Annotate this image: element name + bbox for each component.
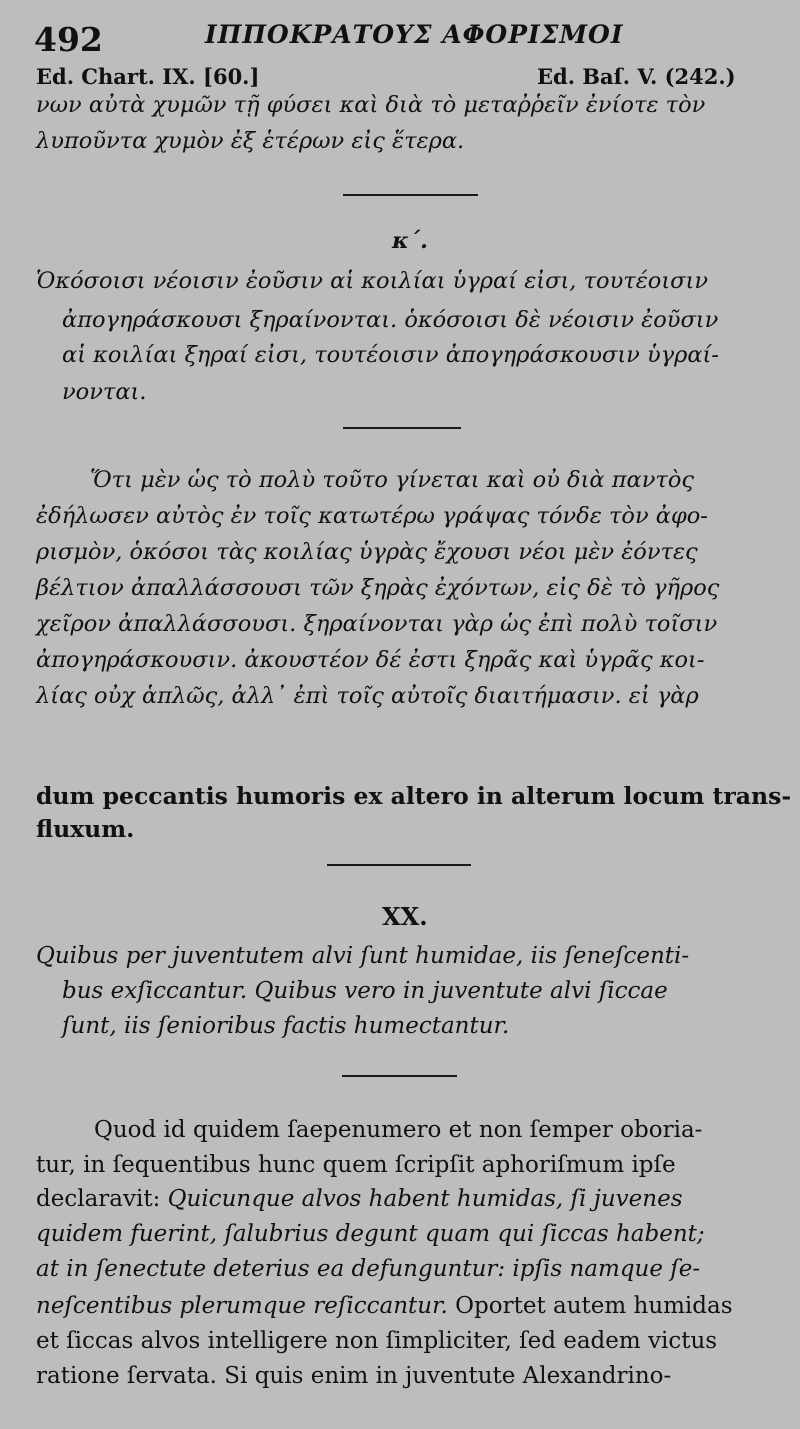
latin-commentary-line: et ſiccas alvos intelligere non ſimpliciter, ſed eadem victus bbox=[36, 1328, 718, 1354]
greek-commentary-line: βέλτιον ἀπαλλάσσουσι τῶν ξηρὰς ἐχόντων, εἰς δὲ τὸ γῆρος bbox=[36, 575, 720, 601]
greek-section-number: κ΄. bbox=[392, 228, 428, 254]
greek-intro-line: λυποῦντα χυμὸν ἐξ ἑτέρων εἰς ἕτερα. bbox=[36, 128, 465, 154]
latin-intro-line: dum peccantis humoris ex altero in alterum locum trans- bbox=[36, 782, 792, 810]
latin-intro-line: fluxum. bbox=[36, 815, 135, 843]
greek-commentary-line: ἀπογηράσκουσιν. ἀκουστέον δέ ἐστι ξηρᾶς καὶ ὑγρᾶς κοι- bbox=[36, 647, 705, 673]
greek-commentary-line: χεῖρον ἀπαλλάσσουσι. ξηραίνονται γὰρ ὡς ἐπὶ πολὺ τοῖσιν bbox=[36, 611, 718, 637]
running-title: ΙΠΠΟΚΡΑΤΟΥΣ ΑΦΟΡΙΣΜΟΙ bbox=[205, 20, 624, 49]
section-divider bbox=[327, 864, 471, 866]
greek-aphorism-line: αἱ κοιλίαι ξηραί εἰσι, τουτέοισιν ἀπογηράσκουσιν ὑγραί- bbox=[62, 342, 719, 368]
edition-reference-right: Ed. Baſ. V. (242.) bbox=[537, 64, 736, 89]
page-number: 492 bbox=[34, 20, 103, 59]
latin-commentary-line: quidem fuerint, ſalubrius degunt quam qui ſiccas habent; bbox=[36, 1221, 705, 1247]
latin-section-number: XX. bbox=[382, 902, 428, 931]
latin-commentary-line bbox=[36, 1293, 733, 1319]
greek-intro-line: νων αὐτὰ χυμῶν τῇ φύσει καὶ διὰ τὸ μεταῤῥεῖν ἐνίοτε τὸν bbox=[36, 92, 706, 118]
latin-commentary-line: tur, in ſequentibus hunc quem ſcripſit aphoriſmum ipſe bbox=[36, 1152, 676, 1178]
greek-aphorism-line: ἀπογηράσκουσι ξηραίνονται. ὁκόσοισι δὲ νέοισιν ἐοῦσιν bbox=[62, 307, 719, 333]
latin-commentary-line: ratione ſervata. Si quis enim in juventute Alexandrino- bbox=[36, 1363, 672, 1389]
greek-aphorism-line: Ὁκόσοισι νέοισιν ἐοῦσιν αἱ κοιλίαι ὑγραί εἰσι, τουτέοισιν bbox=[36, 268, 709, 294]
greek-commentary-line: ἐδήλωσεν αὐτὸς ἐν τοῖς κατωτέρω γράψας τόνδε τὸν ἀφο- bbox=[36, 503, 708, 529]
latin-commentary-line: at in ſenectute deterius ea defunguntur: ipſis namque ſe- bbox=[36, 1256, 701, 1282]
latin-aphorism-line: bus exſiccantur. Quibus vero in juventute alvi ſiccae bbox=[62, 978, 668, 1004]
greek-commentary-line: λίας οὐχ ἁπλῶς, ἀλλ᾽ ἐπὶ τοῖς αὐτοῖς διαιτήμασιν. εἰ γὰρ bbox=[36, 683, 699, 709]
greek-aphorism-line: νονται. bbox=[62, 379, 147, 405]
latin-commentary-roman: declaravit: bbox=[36, 1186, 168, 1212]
latin-commentary-roman: Oportet autem humidas bbox=[455, 1293, 733, 1319]
latin-commentary-italic: neſcentibus plerumque reſiccantur. bbox=[36, 1293, 456, 1319]
latin-aphorism-line: Quibus per juventutem alvi ſunt humidae, iis ſeneſcenti- bbox=[36, 943, 690, 969]
section-divider bbox=[342, 1075, 457, 1077]
greek-commentary-line: Ὅτι μὲν ὡς τὸ πολὺ τοῦτο γίνεται καὶ οὐ διὰ παντὸς bbox=[90, 467, 695, 493]
edition-reference-left: Ed. Chart. IX. [60.] bbox=[36, 64, 260, 89]
section-divider bbox=[343, 194, 478, 196]
latin-commentary-line: Quod id quidem ſaepenumero et non ſemper oboria- bbox=[94, 1117, 703, 1143]
greek-commentary-line: ρισμὸν, ὁκόσοι τὰς κοιλίας ὑγρὰς ἔχουσι νέοι μὲν ἐόντες bbox=[36, 539, 698, 565]
latin-commentary-italic: Quicunque alvos habent humidas, ſi juvenes bbox=[167, 1186, 683, 1212]
latin-aphorism-line: ſunt, iis ſenioribus factis humectantur. bbox=[62, 1013, 510, 1039]
latin-commentary-line bbox=[36, 1186, 683, 1212]
section-divider bbox=[343, 427, 461, 429]
